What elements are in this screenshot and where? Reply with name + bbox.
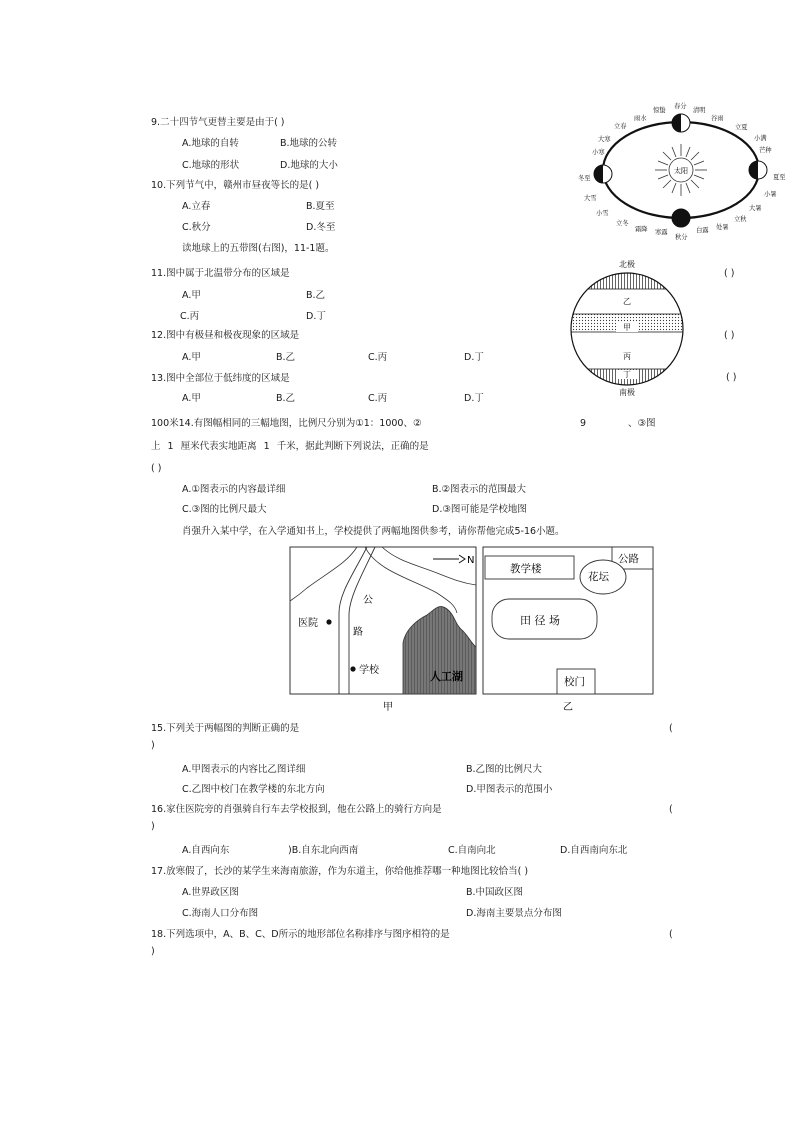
q9-option-b: B.地球的公转 [280,138,338,149]
term-label: 雨水 [634,115,647,122]
q16-option-b: )B.自东北向西南 [288,845,359,856]
q16-stem: 16.家住医院旁的肖强骑自行车去学校报到，他在公路上的骑行方向是 [151,804,442,815]
q17-option-b: B.中国政区图 [466,887,524,898]
q14-line1b: 9 [580,418,587,429]
q18-paren-close: ) [151,946,155,957]
earth-autumn-icon [672,209,690,227]
term-label: 清明 [693,107,706,114]
q16-option-c: C.自南向北 [448,845,496,856]
q10-stem: 10.下列节气中，赣州市昼夜等长的是( ) [151,180,320,191]
q15-option-c: C.乙图中校门在教学楼的东北方向 [182,784,325,795]
school-label: 学校 [359,665,379,676]
q16-option-a: A.自西向东 [182,845,230,856]
q11-option-a: A.甲 [182,290,201,301]
q10-option-b: B.夏至 [306,201,335,212]
q14-line3: ( ) [151,463,162,474]
q16-option-d: D.自西南向东北 [560,845,628,856]
south-pole-label: 南极 [619,388,635,397]
term-label: 立夏 [735,124,748,131]
term-label: 大暑 [749,205,762,212]
map-yi-caption: 乙 [563,702,573,713]
zone-bing-label: 丙 [623,352,631,361]
q16-paren-open: ( [669,804,673,815]
q11-paren: ( ) [724,268,735,279]
term-label: 夏至 [773,174,786,181]
q16-paren-close: ) [151,821,155,832]
q14-option-b: B.②图表示的范围最大 [432,484,527,495]
q11-option-d: D.丁 [306,311,326,322]
term-label: 白露 [696,227,709,234]
map-jia-caption: 甲 [383,702,393,713]
term-label: 大雪 [584,195,597,202]
term-label: 立春 [614,123,627,130]
q13-option-c: C.丙 [368,393,388,404]
q12-option-a: A.甲 [182,352,201,363]
map-jia [287,543,479,715]
term-label: 春分 [674,103,687,110]
q9-option-d: D.地球的大小 [280,160,338,171]
q17-option-d: D.海南主要景点分布图 [466,908,562,919]
q9-stem: 9.二十四节气更替主要是由于( ) [151,117,285,128]
q11-option-b: B.乙 [306,290,326,301]
term-label: 小暑 [764,191,777,198]
q15-option-a: A.甲图表示的内容比乙图详细 [182,764,306,775]
term-label: 立秋 [734,216,747,223]
earth-summer-icon [594,165,612,183]
north-pole-label: 北极 [619,260,635,269]
school-marker [350,666,355,671]
q11-stem: 11.图中属于北温带分布的区域是 [151,268,290,279]
term-label: 惊蛰 [653,107,666,114]
q12-option-b: B.乙 [276,352,296,363]
hospital-label: 医院 [298,618,318,629]
q12-stem: 12.图中有极昼和极夜现象的区域是 [151,330,300,341]
climate-zones-diagram [566,256,688,402]
q13-option-a: A.甲 [182,393,201,404]
term-label: 冬至 [578,175,591,182]
earth-winter-icon [749,161,767,179]
q15-option-d: D.甲图表示的范围小 [466,784,553,795]
q10-option-c: C.秋分 [182,222,211,233]
road-label-2: 路 [353,627,363,638]
q12-option-c: C.丙 [368,352,388,363]
flower-label: 花坛 [588,571,609,583]
sun-label: 太阳 [674,167,688,175]
term-label: 大寒 [598,136,611,143]
map-yi [479,543,657,715]
term-label: 小满 [754,135,767,142]
q14-option-d: D.③图可能是学校地图 [432,504,527,515]
q12-option-d: D.丁 [464,352,484,363]
intro-11-13: 读地球上的五带图(右图)，11-1题。 [182,243,335,254]
q14-option-a: A.①图表示的内容最详细 [182,484,286,495]
term-label: 立冬 [616,220,629,227]
q10-option-d: D.冬至 [306,222,336,233]
q13-paren: ( ) [726,372,737,383]
term-label: 芒种 [759,147,772,154]
q15-paren-open: ( [669,723,673,734]
zone-yi-label: 乙 [623,297,631,306]
q14-line1c: 、③图 [628,418,656,429]
q12-paren: ( ) [724,330,735,341]
q17-option-c: C.海南人口分布图 [182,908,259,919]
q14-option-c: C.③图的比例尺最大 [182,504,267,515]
term-label: 小寒 [592,149,605,156]
term-label: 寒露 [655,229,668,236]
q13-option-d: D.丁 [464,393,484,404]
q9-option-c: C.地球的形状 [182,160,240,171]
hospital-marker [326,619,331,624]
q15-option-b: B.乙图的比例尺大 [466,764,543,775]
q15-paren-close: ) [151,740,155,751]
q18-paren-open: ( [669,929,673,940]
term-label: 秋分 [675,234,688,240]
q10-option-a: A.立春 [182,201,211,212]
lake-label: 人工湖 [430,670,463,683]
road-label-1: 公 [363,595,373,606]
q17-stem: 17.放寒假了，长沙的某学生来海南旅游，作为东道主，你给他推荐哪一种地图比较恰当( ) [151,866,529,877]
q9-option-a: A.地球的自转 [182,138,239,149]
q14-line2: 上 1 厘米代表实地距离 1 千米，据此判断下列说法，正确的是 [151,441,429,452]
north-label: N [467,555,475,566]
road-label: 公路 [618,553,639,565]
orbit-diagram [578,98,786,240]
zone-ding-label: 丁 [623,370,631,379]
teaching-label: 教学楼 [510,563,542,575]
q13-option-b: B.乙 [276,393,296,404]
term-label: 霜降 [635,226,648,233]
zone-jia-label: 甲 [623,323,631,332]
term-label: 处暑 [716,224,729,231]
term-label: 小雪 [596,210,609,217]
q15-stem: 15.下列关于两幅图的判断正确的是 [151,723,300,734]
gate-label: 校门 [564,676,585,688]
q17-option-a: A.世界政区图 [182,887,239,898]
intro-15-16: 肖强升入某中学，在入学通知书上，学校提供了两幅地图供参考，请你帮他完成5-16小题。 [182,526,565,537]
term-label: 谷雨 [711,115,724,122]
q14-line1a: 100米14.有图幅相同的三幅地图，比例尺分别为①1：1000、② [151,418,422,429]
field-label: 田 径 场 [520,614,560,627]
q11-option-c: C.丙 [180,311,200,322]
earth-spring-icon [672,114,690,132]
q18-stem: 18.下列选项中，A、B、C、D所示的地形部位名称排序与图序相符的是 [151,929,450,940]
q13-stem: 13.图中全部位于低纬度的区域是 [151,373,290,384]
